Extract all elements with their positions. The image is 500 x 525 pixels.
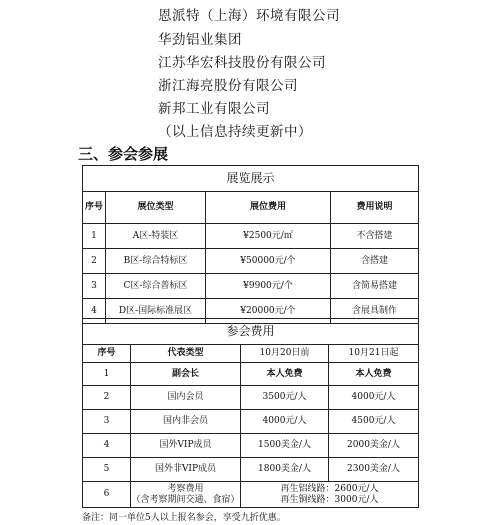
booth-header-fee: 展位费用 bbox=[206, 192, 331, 224]
booth-cell: 3 bbox=[83, 274, 106, 299]
table-row bbox=[83, 249, 419, 274]
booth-header-type: 展位类型 bbox=[106, 192, 206, 224]
tour-price-line: 再生铜线路：3000元/人 bbox=[280, 494, 379, 505]
booth-cell: 4 bbox=[83, 299, 106, 324]
table-row bbox=[83, 434, 419, 458]
fee-cell: 副会长 bbox=[131, 363, 241, 386]
booth-table-title: 展览展示 bbox=[83, 166, 419, 192]
fee-table-title: 参会费用 bbox=[83, 319, 419, 345]
footnote: 备注：同一单位5人以上报名参会，享受九折优惠。 bbox=[82, 513, 286, 523]
table-row bbox=[83, 386, 419, 410]
booth-cell: ¥20000元/个 bbox=[206, 299, 331, 324]
company-item: 华劲铝业集团 bbox=[158, 32, 242, 48]
fee-cell: 国内非会员 bbox=[131, 410, 241, 434]
fee-cell: 2300美金/人 bbox=[329, 458, 419, 482]
fee-cell-tour-price bbox=[241, 482, 419, 508]
fee-cell: 1 bbox=[83, 363, 131, 386]
fee-cell: 1500美金/人 bbox=[241, 434, 329, 458]
fee-cell: 2000美金/人 bbox=[329, 434, 419, 458]
fee-cell: 4500元/人 bbox=[329, 410, 419, 434]
booth-cell: 1 bbox=[83, 224, 106, 249]
fee-cell: 3500元/人 bbox=[241, 386, 329, 410]
fee-cell: 5 bbox=[83, 458, 131, 482]
booth-cell: ¥2500元/㎡ bbox=[206, 224, 331, 249]
tour-type-line: （含考察期间交通、食宿） bbox=[131, 494, 240, 505]
fee-cell: 4000元/人 bbox=[329, 386, 419, 410]
fee-cell: 本人免费 bbox=[329, 363, 419, 386]
table-row bbox=[83, 482, 419, 508]
booth-cell: 不含搭建 bbox=[331, 224, 419, 249]
booth-cell: ¥9900元/个 bbox=[206, 274, 331, 299]
fee-cell: 4 bbox=[83, 434, 131, 458]
fee-cell: 3 bbox=[83, 410, 131, 434]
fee-cell-tour-type bbox=[131, 482, 241, 508]
booth-cell: 含简易搭建 bbox=[331, 274, 419, 299]
fee-cell: 1800美金/人 bbox=[241, 458, 329, 482]
booth-cell: 含搭建 bbox=[331, 249, 419, 274]
company-item: 江苏华宏科技股份有限公司 bbox=[158, 55, 326, 71]
fee-cell: 本人免费 bbox=[241, 363, 329, 386]
booth-cell: ¥50000元/个 bbox=[206, 249, 331, 274]
section-title: 三、参会参展 bbox=[78, 145, 169, 163]
update-note: （以上信息持续更新中） bbox=[158, 124, 312, 140]
fee-cell: 国内会员 bbox=[131, 386, 241, 410]
fee-header-late: 10月21日起 bbox=[329, 345, 419, 363]
booth-cell: C区-综合普标区 bbox=[106, 274, 206, 299]
fee-header-num: 序号 bbox=[83, 345, 131, 363]
table-row bbox=[83, 458, 419, 482]
company-item: 恩派特（上海）环境有限公司 bbox=[158, 8, 340, 24]
booth-header-desc: 费用说明 bbox=[331, 192, 419, 224]
booth-cell: D区-国际标准展区 bbox=[106, 299, 206, 324]
company-item: 浙江海亮股份有限公司 bbox=[158, 78, 298, 94]
table-row bbox=[83, 410, 419, 434]
company-item: 新邦工业有限公司 bbox=[158, 101, 270, 117]
fee-header-early: 10月20日前 bbox=[241, 345, 329, 363]
table-row bbox=[83, 363, 419, 386]
fee-cell: 4000元/人 bbox=[241, 410, 329, 434]
fee-cell: 国外VIP成员 bbox=[131, 434, 241, 458]
booth-table bbox=[82, 165, 419, 324]
fee-header-type: 代表类型 bbox=[131, 345, 241, 363]
table-row bbox=[83, 274, 419, 299]
booth-cell: 2 bbox=[83, 249, 106, 274]
fee-cell: 2 bbox=[83, 386, 131, 410]
fee-cell: 6 bbox=[83, 482, 131, 508]
table-row bbox=[83, 224, 419, 249]
booth-header-num: 序号 bbox=[83, 192, 106, 224]
booth-cell: A区-特装区 bbox=[106, 224, 206, 249]
tour-price-line: 再生铝线路：2600元/人 bbox=[280, 483, 379, 494]
booth-cell: 含展具制作 bbox=[331, 299, 419, 324]
fee-table bbox=[82, 318, 419, 508]
booth-cell: B区-综合特标区 bbox=[106, 249, 206, 274]
fee-cell: 国外非VIP成员 bbox=[131, 458, 241, 482]
tour-type-line: 考察费用 bbox=[167, 483, 204, 494]
